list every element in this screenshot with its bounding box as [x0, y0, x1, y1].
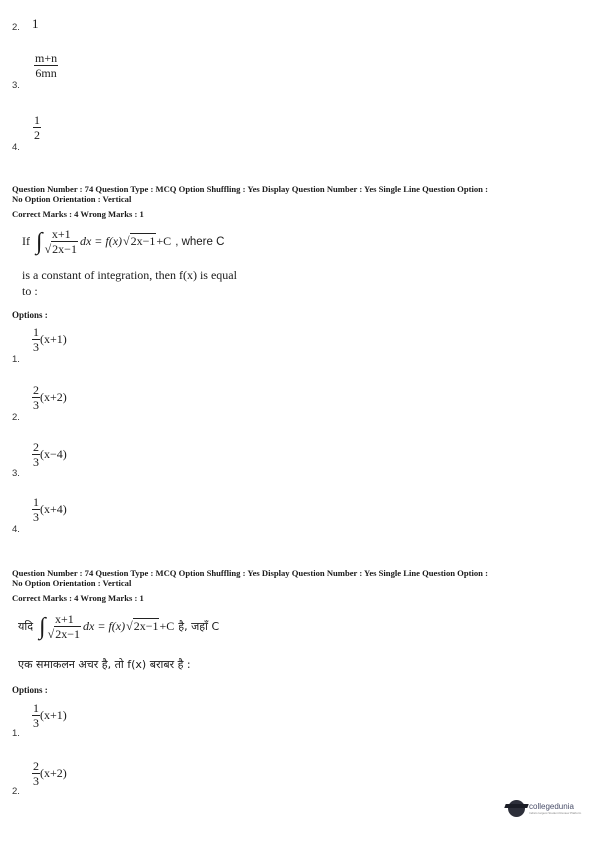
option-fraction — [33, 114, 41, 141]
rhs-constant: +C — [159, 619, 175, 633]
option-fraction — [32, 441, 40, 468]
logo-tagline: India's largest Student Review Platform — [529, 811, 582, 815]
logo-text: collegedunia — [529, 802, 574, 811]
option-number: 3. — [12, 80, 20, 91]
option-expression: (x+1) — [40, 708, 67, 722]
option-number: 4. — [12, 524, 20, 535]
fraction-denominator: 3 — [33, 774, 39, 788]
option-item[interactable] — [32, 496, 67, 523]
fraction-numerator: 2 — [33, 759, 39, 773]
option-expression: (x+1) — [40, 332, 67, 346]
option-expression: (x−4) — [40, 447, 67, 461]
fraction-numerator: 1 — [33, 701, 39, 715]
fraction-numerator: 1 — [33, 325, 39, 339]
fraction-denominator: 3 — [33, 510, 39, 524]
option-fraction — [32, 496, 40, 523]
question-text-line2: is a constant of integration, then f(x) is equal — [22, 268, 237, 282]
question-marks: Correct Marks : 4 Wrong Marks : 1 — [12, 209, 144, 219]
option-item[interactable] — [32, 760, 67, 787]
question-meta-line1: Question Number : 74 Question Type : MCQ Option Shuffling : Yes Display Question Number : Yes Single Line Question Option : — [12, 568, 488, 578]
option-fraction — [32, 326, 40, 353]
fraction-numerator: 1 — [33, 495, 39, 509]
fraction-numerator: m+n — [35, 51, 58, 65]
equation-prefix: If — [22, 234, 30, 248]
rhs-sqrt: 2x−1 — [130, 234, 156, 248]
option-number: 2. — [12, 786, 20, 797]
sqrt-term: 2x−1 — [55, 627, 81, 641]
question-equation: यदि ∫ $\frac{x+1}{√2x-1}$ dx = f(x) √2x−1 +C है, जहाँ C — [18, 612, 220, 641]
fraction-denominator: 6mn — [35, 66, 57, 80]
option-item[interactable] — [32, 326, 67, 353]
option-number: 4. — [12, 142, 20, 153]
options-heading: Options : — [12, 310, 48, 320]
option-expression: (x+4) — [40, 502, 67, 516]
equation-prefix: यदि — [18, 620, 34, 633]
option-fraction — [32, 384, 40, 411]
integrand-denominator: √2x−1 — [47, 627, 81, 641]
option-item[interactable] — [32, 441, 67, 468]
integrand-denominator: √2x−1 — [44, 242, 77, 256]
fraction-numerator: 1 — [34, 113, 40, 127]
question-equation: If ∫ $\frac{x+1}{√2x-1}$ dx = f(x) √2x−1 +C , where C — [22, 227, 225, 256]
collegedunia-logo — [508, 800, 581, 817]
options-heading: Options : — [12, 685, 48, 695]
equation-rhs: dx = f(x) — [83, 619, 126, 633]
rhs-sqrt: 2x−1 — [133, 619, 159, 633]
option-number: 1. — [12, 728, 20, 739]
integral-icon: ∫ — [39, 613, 46, 640]
integrand-numerator: x+1 — [54, 612, 74, 626]
option-fraction — [32, 760, 40, 787]
integrand-fraction — [45, 228, 78, 255]
integrand-fraction — [48, 613, 81, 640]
question-meta-line1: Question Number : 74 Question Type : MCQ Option Shuffling : Yes Display Question Number : Yes Single Line Question Option : — [12, 184, 488, 194]
option-fraction — [32, 702, 40, 729]
option-number: 1. — [12, 354, 20, 365]
rhs-constant: +C — [156, 234, 172, 248]
question-marks: Correct Marks : 4 Wrong Marks : 1 — [12, 593, 144, 603]
option-item[interactable] — [32, 384, 67, 411]
option-fraction — [34, 52, 58, 79]
fraction-denominator: 3 — [33, 398, 39, 412]
option-number: 3. — [12, 468, 20, 479]
equation-suffix: , where C — [175, 235, 225, 248]
option-expression: (x+2) — [40, 390, 67, 404]
question-meta-line2: No Option Orientation : Vertical — [12, 194, 132, 204]
integral-icon: ∫ — [36, 228, 43, 255]
integrand-numerator: x+1 — [51, 227, 71, 241]
fraction-denominator: 3 — [33, 340, 39, 354]
question-text-line3: to : — [22, 284, 38, 298]
sqrt-term: 2x−1 — [52, 242, 77, 256]
option-item[interactable] — [32, 702, 67, 729]
option-value: 1 — [32, 16, 39, 31]
fraction-denominator: 2 — [34, 128, 40, 142]
option-number: 2. — [12, 22, 20, 33]
option-expression: (x+2) — [40, 766, 67, 780]
option-number: 2. — [12, 412, 20, 423]
equation-rhs: dx = f(x) — [79, 234, 123, 248]
fraction-denominator: 3 — [33, 716, 39, 730]
question-meta-line2: No Option Orientation : Vertical — [12, 578, 132, 588]
fraction-numerator: 2 — [33, 383, 39, 397]
equation-suffix: है, जहाँ C — [178, 620, 220, 633]
graduation-cap-icon — [508, 800, 525, 817]
question-text-line2: एक समाकलन अचर है, तो f(x) बराबर है : — [18, 658, 191, 671]
fraction-numerator: 2 — [33, 440, 39, 454]
fraction-denominator: 3 — [33, 455, 39, 469]
